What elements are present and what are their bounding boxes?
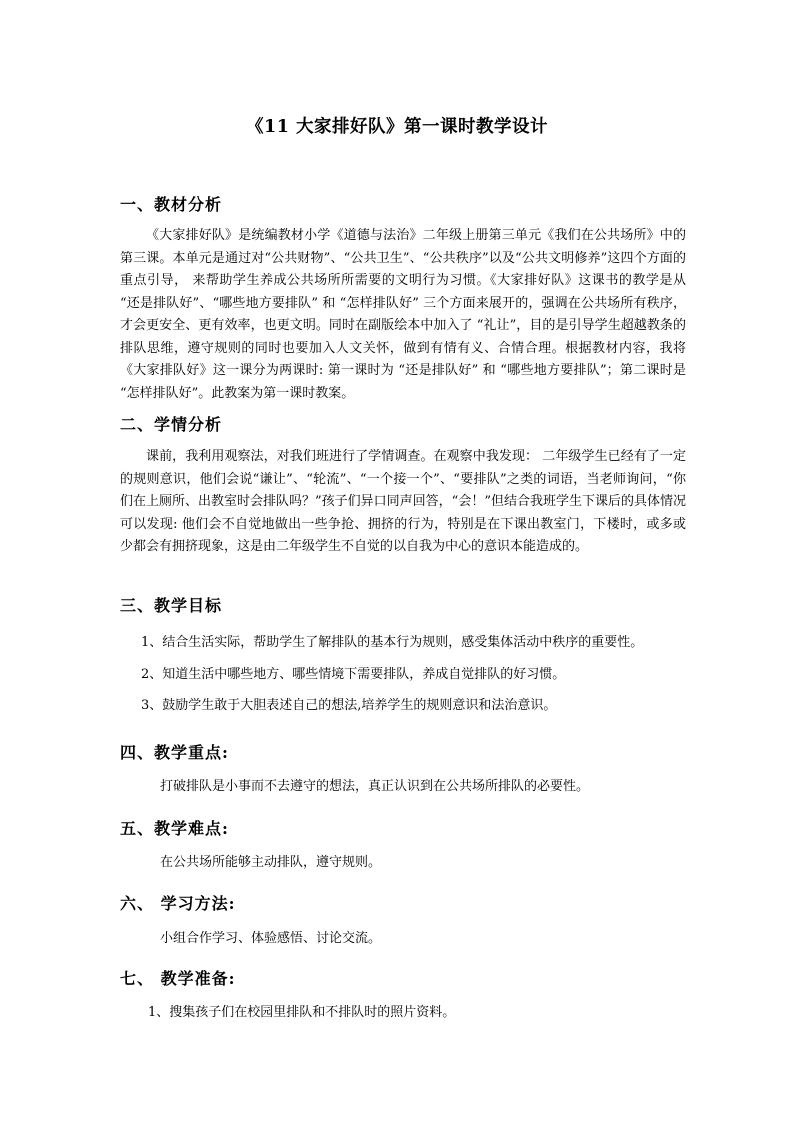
difficulties-text: 在公共场所能够主动排队，遵守规则。 xyxy=(160,855,382,870)
preparation-item-1: 1、搜集孩子们在校园里排队和不排队时的照片资料。 xyxy=(148,1005,456,1020)
document-title: 《11 大家排好队》第一课时教学设计 xyxy=(246,117,548,137)
key-points-text: 打破排队是小事而不去遵守的想法，真正认识到在公共场所排队的必要性。 xyxy=(160,779,590,794)
goal-item-3: 3、鼓励学生敢于大胆表述自己的想法,培养学生的规则意识和法治意识。 xyxy=(141,698,557,713)
section-heading-textbook-analysis: 一、教材分析 xyxy=(120,195,223,214)
learning-methods-text: 小组合作学习、体验感悟、讨论交流。 xyxy=(160,931,382,946)
goal-item-2: 2、知道生活中哪些地方、哪些情境下需要排队，养成自觉排队的好习惯。 xyxy=(141,667,566,682)
paragraph-textbook-analysis: 《大家排好队》是统编教材小学《道德与法治》二年级上册第三单元《我们在公共场所》中的第三课。本单元是通过对“公共财物”、“公共卫生”、“公共秩序”以及“公共文明修养”这四个方面的重点引导， 来帮助学生养成公共场所所需要的文明行为习惯。《大家排好队》这课书的教学是从 “还是排队好”、“哪些地方要排队” 和 “怎样排队好” 三个方面来展开的，强调在公共场所有秩序，才会更安全、更有效率，也更文明。同时在副版绘本中加入了 “礼让”，目的是引导学生超越教条的排队思维，遵守规则的同时也要加入人文关怀，做到有情有义、合情合理。根据教材内容，我将《大家排队好》这一课分为两课时: 第一课时为 “还是排队好” 和 “哪些地方要排队”；第二课时是 “怎样排队好”。此教案为第一课时教案。 xyxy=(120,228,686,401)
paragraph-student-analysis: 课前，我利用观察法，对我们班进行了学情调查。在观察中我发现： 二年级学生已经有了一定的规则意识，他们会说“谦让”、“轮流”、“一个接一个”、“要排队”之类的词语，当老师询问，“你们在上厕所、出教室时会排队吗？”孩子们异口同声回答，“会！”但结合我班学生下课后的具体情况可以发现: 他们会不自觉地做出一些争抢、拥挤的行为，特别是在下课出教室门，下楼时，或多或少都会有拥挤现象，这是由二年级学生不自觉的以自我为中心的意识本能造成的。 xyxy=(120,449,686,554)
section-heading-difficulties: 五、教学难点: xyxy=(120,819,229,838)
section-heading-key-points: 四、教学重点: xyxy=(120,743,229,762)
section-heading-learning-methods: 六、 学习方法: xyxy=(120,894,236,913)
section-heading-preparation: 七、 教学准备: xyxy=(120,969,236,988)
section-heading-teaching-goals: 三、教学目标 xyxy=(120,596,223,615)
goal-item-1: 1、结合生活实际，帮助学生了解排队的基本行为规则，感受集体活动中秩序的重要性。 xyxy=(141,635,644,650)
section-heading-student-analysis: 二、学情分析 xyxy=(120,415,223,434)
